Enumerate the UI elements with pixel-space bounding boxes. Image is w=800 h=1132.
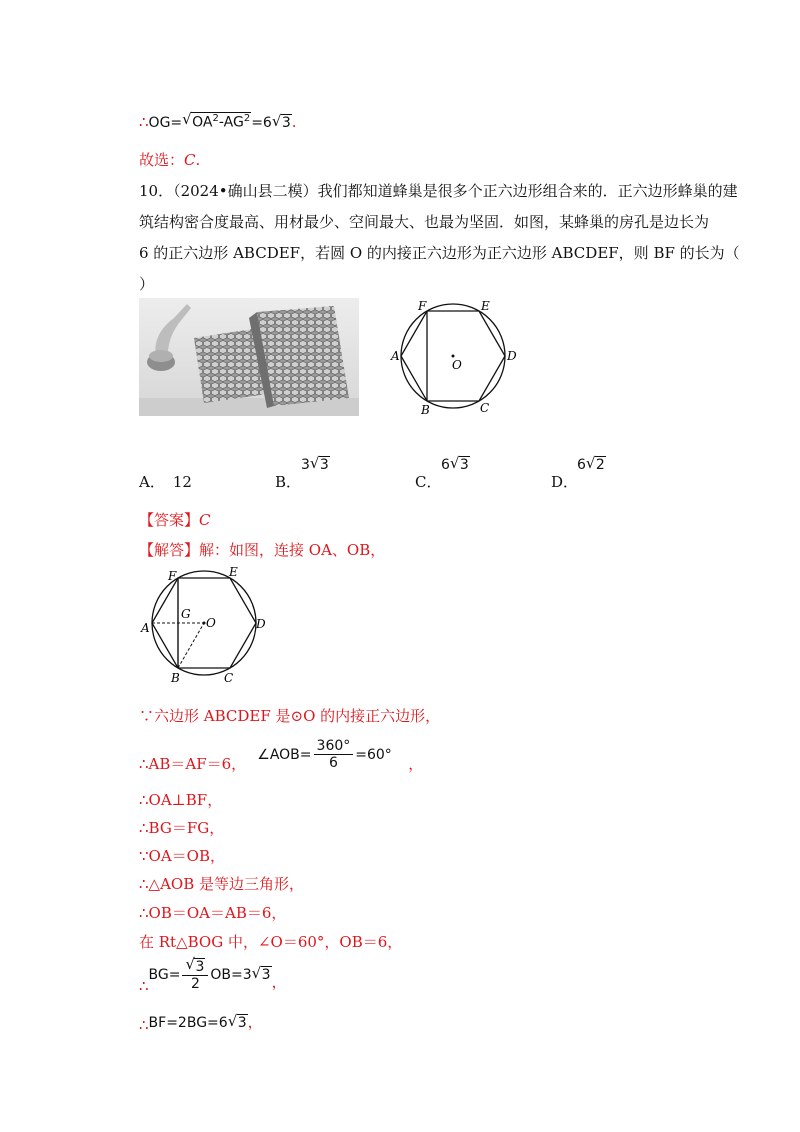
hexagon-figure [388, 296, 528, 420]
og-radical: √ $OA^2-AG^2$ [182, 110, 251, 131]
label-c-2: C [224, 671, 234, 685]
bg-formula-line: ∴BG= √ 3 2 OB=3 √ 3， [139, 955, 287, 995]
step-6: ∴△AOB 是等边三角形， [139, 875, 305, 893]
previous-answer: 故选：C. [139, 151, 201, 169]
label-b: B [421, 403, 430, 416]
question-line-2: 筑结构密合度最高、用材最少、空间最大、也最为坚固．如图，某蜂巢的房孔是边长为 [139, 213, 710, 231]
step-2: ∴AB＝AF＝6， [139, 754, 247, 773]
label-f: F [418, 299, 427, 313]
step-4: ∴BG＝FG， [139, 819, 225, 837]
label-e: E [481, 299, 490, 313]
label-a: A [391, 349, 400, 363]
step-7: ∴OB＝OA＝AB＝6， [139, 904, 287, 922]
prev-answer-label: 故选： [139, 151, 185, 169]
option-a-value: 12 [172, 473, 192, 491]
label-o: O [452, 358, 462, 372]
option-d: D． [551, 473, 579, 491]
bf-formula: BF=2BG=6 √ 3 [148, 1012, 247, 1031]
step-2-line: ∴AB＝AF＝6， ∠AOB= $\frac{360^\circ}{6}$ =60° ， [139, 738, 424, 773]
label-g: G [181, 607, 191, 621]
og-exp2: 2 [243, 113, 251, 125]
og-end: . [291, 113, 297, 131]
therefore-symbol: ∴ [139, 113, 149, 131]
label-c: C [480, 401, 490, 415]
label-a-2: A [141, 621, 150, 635]
label-o-2: O [206, 616, 216, 630]
bg-formula: BG= √ 3 2 OB=3 √ 3 [148, 955, 271, 992]
label-f-2: F [168, 569, 177, 583]
question-number: 10． [139, 182, 174, 200]
solution-figure [138, 563, 278, 692]
og-lhs: OG= [148, 115, 183, 131]
label-d-2: D [256, 617, 266, 631]
label-d: D [507, 349, 517, 363]
step-5: ∵OA＝OB， [139, 847, 225, 865]
answer-line [139, 509, 211, 530]
step-3: ∴OA⊥BF， [139, 791, 223, 809]
segment-ob [178, 623, 204, 668]
answer-value: C [199, 511, 211, 529]
angle-aob-formula: ∠AOB= $\frac{360^\circ}{6}$ =60° [257, 738, 392, 771]
step-8: 在 Rt△BOG 中，∠O＝60°，OB＝6， [139, 933, 403, 951]
analysis-tag: 【解答】 [139, 541, 200, 559]
honeycomb-photo [139, 298, 359, 416]
analysis-text: 解：如图，连接 OA、OB， [199, 541, 386, 559]
og-exp1: 2 [212, 113, 219, 125]
option-b-value: 3 √ 3 [301, 454, 329, 473]
label-b-2: B [171, 671, 180, 685]
question-text-1: 我们都知道蜂巢是很多个正六边形组合来的．正六边形蜂巢的建 [317, 182, 738, 200]
option-d-value: 6 √ 2 [577, 454, 605, 473]
option-c-value: 6 √ 3 [441, 454, 469, 473]
og-minus-ag: -AG [218, 115, 244, 131]
answer-tag: 【答案】 [139, 511, 200, 529]
og-rad-oa: OA [192, 115, 213, 131]
og-result-radical: √ 3 [271, 112, 291, 131]
og-formula-line [139, 112, 297, 131]
bf-formula-line: ∴BF=2BG=6 √ 3， [139, 1012, 263, 1034]
question-line-1 [139, 180, 738, 201]
option-c: C． [415, 473, 442, 491]
step-1: ∵六边形 ABCDEF 是⊙O 的内接正六边形， [139, 707, 441, 725]
question-source: （2024•确山县二模） [173, 182, 318, 200]
og-eq: =6 [251, 115, 272, 131]
option-b: B． [275, 473, 302, 491]
label-e-2: E [229, 565, 238, 579]
question-line-4: ） [139, 275, 155, 293]
question-line-3: 6 的正六边形 ABCDEF，若圆 O 的内接正六边形为正六边形 ABCDEF，则 BF 的长为（ [139, 244, 740, 262]
option-a: A． 12 [139, 473, 192, 491]
prev-answer-value: C [184, 151, 196, 169]
analysis-line [139, 539, 385, 560]
